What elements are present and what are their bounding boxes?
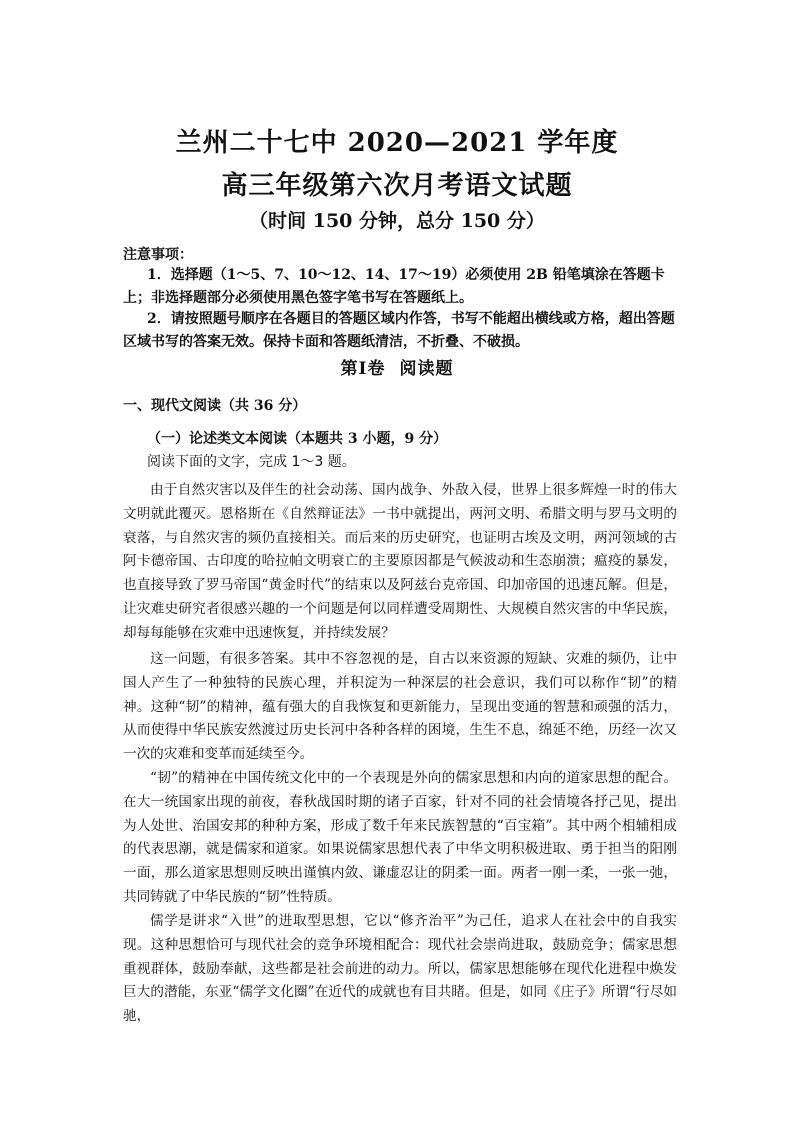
exam-title-subject: 高三年级第六次月考语文试题 bbox=[221, 171, 573, 201]
exam-time-note: （时间 150 分钟，总分 150 分） bbox=[249, 210, 545, 232]
volume-heading bbox=[0, 354, 794, 379]
note-item-1: 1．选择题（1～5、7、10～12、14、17～19）必须使用 2B 铅笔填涂在答题卡上；非选择题部分必须使用黑色签字笔书写在答题纸上。 bbox=[123, 267, 665, 306]
section-heading: 一、现代文阅读（共 36 分） bbox=[123, 398, 307, 414]
exam-title-school: 兰州二十七中 2020—2021 学年度 bbox=[175, 128, 619, 158]
passage-paragraph-3: “韧”的精神在中国传统文化中的一个表现是外向的儒家思想和内向的道家思想的配合。在大一统国家出现的前夜，春秋战国时期的诸子百家，针对不同的社会情境各抒己见，提出为人处世、治国安邦的种种方案，形成了数千年来民族智慧的“百宝箱”。其中两个相辅相成的代表思潮，就是儒家和道家。如果说儒家思想代表了中华文明积极进取、勇于担当的阳刚一面，那么道家思想则反映出谨慎内敛、谦虚忍让的阴柔一面。两者一刚一柔，一张一弛，共同铸就了中华民族的“韧”性特质。 bbox=[123, 770, 677, 905]
volume-name: 阅读题 bbox=[399, 359, 454, 379]
reading-instruction: 阅读下面的文字，完成 1～3 题。 bbox=[147, 454, 356, 470]
passage-paragraph-4: 儒学是讲求“入世”的进取型思想，它以“修齐治平”为己任，追求人在社会中的自我实现。这种思想恰可与现代社会的竞争环境相配合：现代社会崇尚进取，鼓励竞争；儒家思想重视群体，鼓励奉献，这些都是社会前进的动力。所以，儒家思想能够在现代化进程中焕发巨大的潜能，东亚“儒学文化圈”在近代的成就也有目共睹。但是，如同《庄子》所谓“行尽如驰， bbox=[123, 913, 677, 1025]
notes-heading: 注意事项： bbox=[123, 247, 193, 263]
passage-paragraph-1: 由于自然灾害以及伴生的社会动荡、国内战争、外敌入侵，世界上很多辉煌一时的伟大文明就此覆灭。恩格斯在《自然辩证法》一书中就提出，两河文明、希腊文明与罗马文明的衰落，与自然灾害的频仍直接相关。而后来的历史研究，也证明古埃及文明，两河领域的古阿卡德帝国、古印度的哈拉帕文明衰亡的主要原因都是气候波动和生态崩溃；瘟疫的暴发，也直接导致了罗马帝国“黄金时代”的结束以及阿兹台克帝国、印加帝国的迅速瓦解。但是，让灾难史研究者很感兴趣的一个问题是何以同样遭受周期性、大规模自然灾害的中华民族，却每每能够在灾难中迅速恢复，并持续发展？ bbox=[123, 482, 677, 641]
subsection-heading: （一）论述类文本阅读（本题共 3 小题，9 分） bbox=[147, 431, 448, 447]
volume-part: 第Ⅰ卷 bbox=[340, 359, 386, 379]
passage-paragraph-2: 这一问题，有很多答案。其中不容忽视的是，自古以来资源的短缺、灾难的频仍，让中国人产生了一种独特的民族心理，并积淀为一种深层的社会意识，我们可以称作“韧”的精神。这种“韧”的精神，蕴有强大的自我恢复和更新能力，呈现出变通的智慧和顽强的活力，从而使得中华民族安然渡过历史长河中各种各样的困境，生生不息，绵延不绝，历经一次又一次的灾难和变革而延续至今。 bbox=[123, 651, 677, 763]
note-item-2: 2．请按照题号顺序在各题目的答题区域内作答，书写不能超出横线或方格，超出答题区域书写的答案无效。保持卡面和答题纸清洁，不折叠、不破损。 bbox=[123, 311, 675, 350]
